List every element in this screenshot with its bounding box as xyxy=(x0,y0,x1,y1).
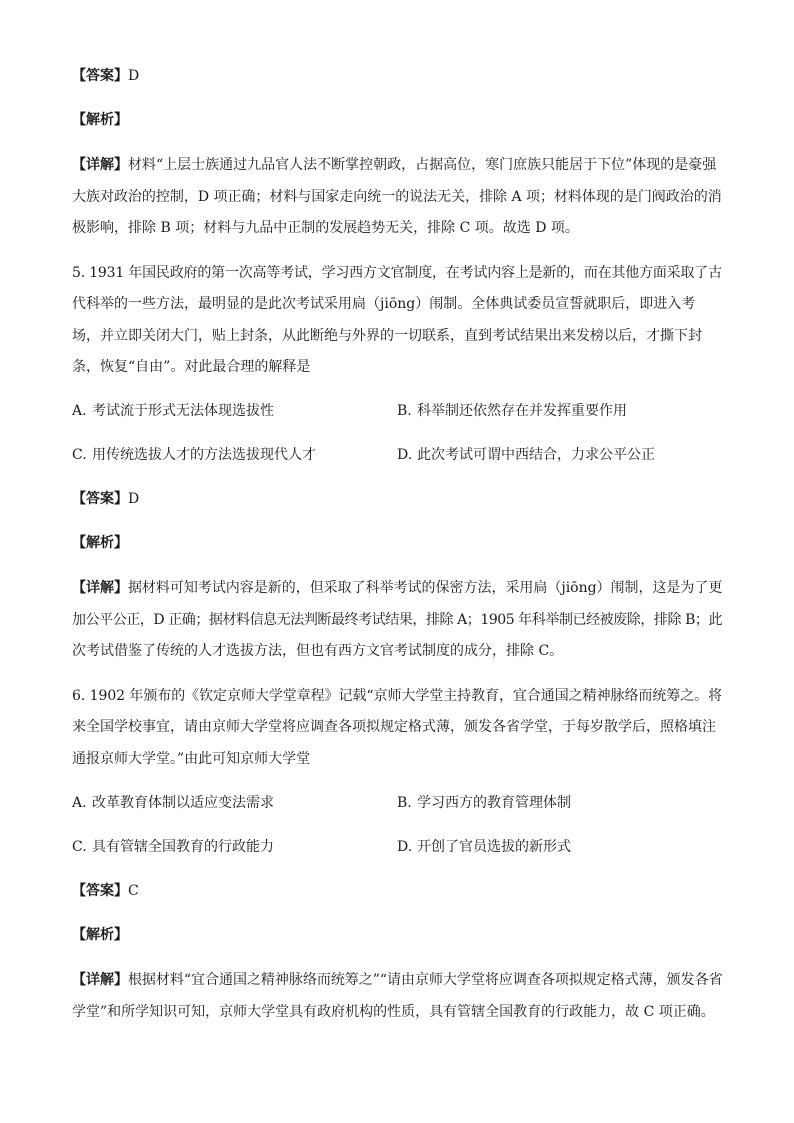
detail-text: 材料“上层士族通过九品官人法不断掌控朝政，占据高位，寒门庶族只能居于下位”体现的是豪强 xyxy=(128,157,717,173)
option-text: 学习西方的教育管理体制 xyxy=(417,795,571,811)
answer-line xyxy=(72,66,139,86)
analysis-heading xyxy=(72,925,128,945)
option-a xyxy=(72,793,274,813)
option-text: 考试流于形式无法体现选拔性 xyxy=(92,403,274,419)
option-c xyxy=(72,837,274,857)
question-6-line: 6. 1902 年颁布的《钦定京师大学堂章程》记载“京师大学堂主持教育，宜合通国之精神脉络而统筹之。将 xyxy=(72,688,723,704)
option-letter: C. xyxy=(72,447,87,463)
answer-tag: 【答案】 xyxy=(72,491,128,507)
option-letter: C. xyxy=(72,839,87,855)
answer-value: D xyxy=(128,491,140,507)
question-5-line: 代科举的一些方法，最明显的是此次考试采用扃（jiōng）闱制。全体典试委员宣誓就职后，即进入考 xyxy=(72,296,696,312)
detail-line: 大族对政治的控制，D 项正确；材料与国家走向统一的说法无关，排除 A 项；材料体现的是门阀政治的消 xyxy=(72,189,722,205)
option-c xyxy=(72,445,316,465)
option-letter: B. xyxy=(397,403,412,419)
option-text: 科举制还依然存在并发挥重要作用 xyxy=(417,403,627,419)
answer-value: C xyxy=(128,883,139,899)
detail-text: 根据材料“宜合通国之精神脉络而统筹之”“请由京师大学堂将应调查各项拟规定格式薄，颁发各省 xyxy=(127,972,723,988)
option-letter: A. xyxy=(72,795,87,811)
option-text: 开创了官员选拔的新形式 xyxy=(417,839,571,855)
detail-line: 学堂”和所学知识可知，京师大学堂具有政府机构的性质，具有管辖全国教育的行政能力，故 C 项正确。 xyxy=(72,1004,715,1020)
option-a xyxy=(72,401,274,421)
option-letter: A. xyxy=(72,403,87,419)
detail-tag: 【详解】 xyxy=(72,972,128,988)
detail-line xyxy=(72,578,722,598)
analysis-heading xyxy=(72,110,128,130)
detail-tag: 【详解】 xyxy=(72,580,128,596)
answer-line xyxy=(72,881,139,901)
answer-tag: 【答案】 xyxy=(72,68,128,84)
option-text: 此次考试可谓中西结合，力求公平公正 xyxy=(417,447,655,463)
detail-line: 次考试借鉴了传统的人才选拔方法，但也有西方文官考试制度的成分，排除 C。 xyxy=(72,643,564,659)
question-6-line: 来全国学校事宜，请由京师大学堂将应调查各项拟规定格式薄，颁发各省学堂，于每岁散学后，照格填注 xyxy=(72,719,716,735)
question-5-line: 5. 1931 年国民政府的第一次高等考试，学习西方文官制度，在考试内容上是新的，而在其他方面采取了古 xyxy=(72,265,722,281)
option-letter: D. xyxy=(397,839,413,855)
option-d xyxy=(397,445,655,465)
option-text: 用传统选拔人才的方法选拔现代人才 xyxy=(92,447,316,463)
analysis-tag: 【解析】 xyxy=(72,535,128,551)
detail-line: 加公平公正，D 正确；据材料信息无法判断最终考试结果，排除 A；1905 年科举制已经被废除，排除 B；此 xyxy=(72,612,723,628)
question-5-line: 场，并立即关闭大门，贴上封条，从此断绝与外界的一切联系，直到考试结果出来发榜以后，才撕下封 xyxy=(72,328,702,344)
detail-line xyxy=(72,155,722,175)
option-d xyxy=(397,837,571,857)
detail-tag: 【详解】 xyxy=(72,157,128,173)
answer-tag: 【答案】 xyxy=(72,883,128,899)
analysis-tag: 【解析】 xyxy=(72,112,128,128)
option-text: 具有管辖全国教育的行政能力 xyxy=(92,839,274,855)
question-5-line: 条，恢复“自由”。对此最合理的解释是 xyxy=(72,359,311,375)
question-6-line: 通报京师大学堂。”由此可知京师大学堂 xyxy=(72,751,311,767)
option-letter: B. xyxy=(397,795,412,811)
option-b xyxy=(397,793,571,813)
option-b xyxy=(397,401,627,421)
analysis-heading xyxy=(72,533,128,553)
answer-value: D xyxy=(128,68,140,84)
option-text: 改革教育体制以适应变法需求 xyxy=(92,795,274,811)
option-letter: D. xyxy=(397,447,413,463)
detail-text: 据材料可知考试内容是新的，但采取了科举考试的保密方法，采用扃（jiōng）闱制，这是为了更 xyxy=(127,580,723,596)
detail-line xyxy=(72,970,722,990)
answer-line xyxy=(72,489,139,509)
detail-line: 极影响，排除 B 项；材料与九品中正制的发展趋势无关，排除 C 项。故选 D 项。 xyxy=(72,220,579,236)
analysis-tag: 【解析】 xyxy=(72,927,128,943)
